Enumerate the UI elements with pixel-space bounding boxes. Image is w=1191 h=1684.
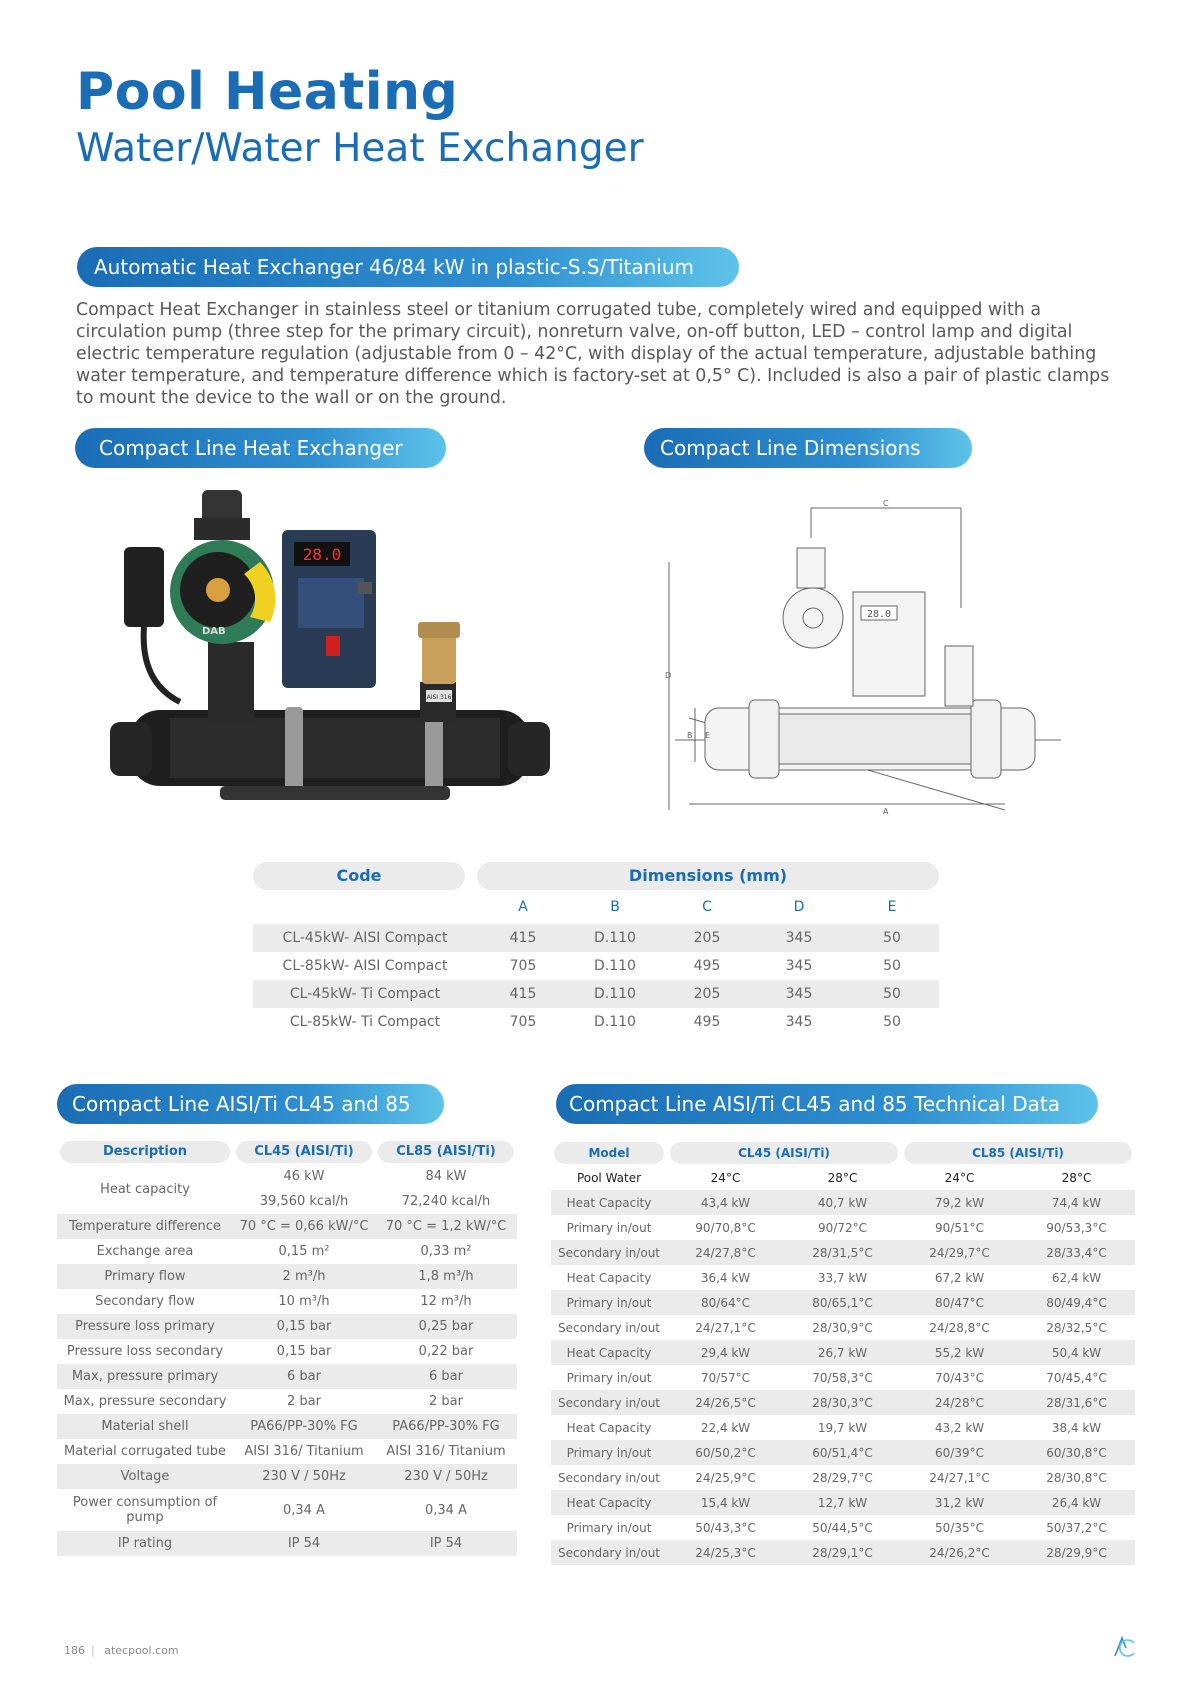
table-row bbox=[57, 1464, 517, 1489]
spec-value: AISI 316/ Titanium bbox=[244, 1444, 364, 1459]
tech-value: 62,4 kW bbox=[1051, 1270, 1102, 1285]
tech-value: 70/43°C bbox=[935, 1370, 984, 1385]
dim-value: 415 bbox=[477, 980, 569, 1008]
spec-label: Voltage bbox=[57, 1464, 233, 1489]
specifications-table bbox=[57, 1140, 517, 1556]
svg-text:DAB: DAB bbox=[202, 626, 226, 637]
dim-value: 345 bbox=[753, 924, 845, 952]
table-row bbox=[57, 1489, 517, 1531]
dim-letter: A bbox=[518, 899, 528, 915]
page-subtitle: Water/Water Heat Exchanger bbox=[76, 126, 644, 171]
tech-label: Secondary in/out bbox=[558, 1320, 660, 1335]
tech-value: 60/50,2°C bbox=[667, 1440, 784, 1465]
table-row bbox=[57, 1389, 517, 1414]
spec-value: 2 m³/h bbox=[233, 1264, 375, 1289]
tech-value: 80/64°C bbox=[667, 1290, 784, 1315]
spec-label: Material shell bbox=[57, 1414, 233, 1439]
page-title: Pool Heating bbox=[76, 62, 459, 122]
tech-value: 24/29,7°C bbox=[901, 1240, 1018, 1265]
spec-value: 1,8 m³/h bbox=[375, 1264, 517, 1289]
tech-value: 28/31,5°C bbox=[784, 1240, 901, 1265]
spec-value: 12 m³/h bbox=[420, 1294, 472, 1309]
spec-value: 0,34 A bbox=[425, 1502, 467, 1518]
table-row bbox=[253, 924, 939, 952]
tech-value: 50/37,2°C bbox=[1046, 1520, 1107, 1535]
table-row bbox=[57, 1439, 517, 1464]
table-row bbox=[57, 1264, 517, 1289]
dim-value: D.110 bbox=[569, 980, 661, 1008]
tech-value: 50/44,5°C bbox=[812, 1520, 873, 1535]
tech-value: 80/49,4°C bbox=[1018, 1290, 1135, 1315]
tech-value: 31,2 kW bbox=[901, 1490, 1018, 1515]
svg-text:E: E bbox=[705, 731, 711, 740]
table-row bbox=[551, 1290, 1135, 1315]
dim-value: 50 bbox=[883, 1014, 901, 1030]
spec-value: 39,560 kcal/h bbox=[259, 1194, 349, 1209]
tech-label: Pool Water bbox=[576, 1170, 642, 1185]
dim-letter: E bbox=[887, 899, 897, 915]
table-row bbox=[551, 1190, 1135, 1215]
tech-value: 24/27,1°C bbox=[929, 1470, 990, 1485]
dim-value: 205 bbox=[661, 980, 753, 1008]
section-dimensions-heading: Compact Line Dimensions bbox=[644, 428, 972, 468]
table-row bbox=[551, 1390, 1135, 1415]
model-header: Model bbox=[554, 1142, 664, 1164]
table-row bbox=[551, 1215, 1135, 1240]
dim-value: 495 bbox=[693, 1014, 721, 1030]
tech-value: 28/33,4°C bbox=[1018, 1240, 1135, 1265]
spec-label: Heat capacity bbox=[100, 1181, 190, 1197]
spec-label: Power consumption of pump bbox=[72, 1495, 218, 1525]
svg-text:AISI 316: AISI 316 bbox=[426, 694, 452, 701]
tech-label: Secondary in/out bbox=[558, 1470, 660, 1485]
tech-value: 22,4 kW bbox=[700, 1420, 751, 1435]
dim-code: CL-85kW- AISI Compact bbox=[282, 958, 448, 974]
tech-value: 43,2 kW bbox=[934, 1420, 985, 1435]
spec-value: 10 m³/h bbox=[278, 1294, 330, 1309]
table-row bbox=[57, 1289, 517, 1314]
dim-value: 345 bbox=[785, 958, 813, 974]
dim-value: 345 bbox=[753, 980, 845, 1008]
dim-value: D.110 bbox=[594, 958, 636, 974]
tech-value: 70/58,3°C bbox=[812, 1370, 873, 1385]
tech-label: Secondary in/out bbox=[551, 1390, 667, 1415]
spec-label: IP rating bbox=[57, 1531, 233, 1556]
tech-value: 24/28,8°C bbox=[929, 1320, 990, 1335]
spec-value: 0,33 m² bbox=[420, 1244, 472, 1259]
tech-label: Heat Capacity bbox=[551, 1490, 667, 1515]
svg-text:D: D bbox=[665, 671, 672, 680]
spec-value: 46 kW bbox=[283, 1169, 325, 1184]
brand-logo-icon bbox=[1112, 1634, 1138, 1660]
tech-value: 43,4 kW bbox=[667, 1190, 784, 1215]
tech-value: 40,7 kW bbox=[784, 1190, 901, 1215]
spec-label: Material corrugated tube bbox=[63, 1444, 227, 1459]
svg-text:28.0: 28.0 bbox=[302, 545, 342, 564]
tech-value: 28/29,9°C bbox=[1018, 1540, 1135, 1565]
dim-value: 705 bbox=[509, 958, 537, 974]
tech-value: 80/65,1°C bbox=[784, 1290, 901, 1315]
heat-exchanger-photo bbox=[110, 482, 550, 842]
tech-label: Heat Capacity bbox=[566, 1270, 652, 1285]
dim-value: 50 bbox=[845, 980, 939, 1008]
spec-value: 84 kW bbox=[425, 1169, 467, 1184]
spec-value: 230 V / 50Hz bbox=[375, 1464, 517, 1489]
spec-value: AISI 316/ Titanium bbox=[386, 1444, 506, 1459]
tech-value: 24/27,8°C bbox=[667, 1240, 784, 1265]
table-row bbox=[57, 1314, 517, 1339]
table-row bbox=[551, 1465, 1135, 1490]
tech-value: 28/30,8°C bbox=[1046, 1470, 1107, 1485]
table-row bbox=[551, 1240, 1135, 1265]
spec-value: 0,22 bar bbox=[418, 1344, 474, 1359]
dim-value: D.110 bbox=[594, 1014, 636, 1030]
table-row bbox=[551, 1365, 1135, 1390]
spec-value: 0,15 bar bbox=[233, 1314, 375, 1339]
cl85-header: CL85 (AISI/Ti) bbox=[904, 1142, 1132, 1164]
dim-code: CL-45kW- Ti Compact bbox=[253, 980, 477, 1008]
table-row bbox=[551, 1515, 1135, 1540]
table-row bbox=[57, 1339, 517, 1364]
tech-label: Heat Capacity bbox=[566, 1420, 652, 1435]
table-row bbox=[57, 1214, 517, 1239]
spec-value: 230 V / 50Hz bbox=[233, 1464, 375, 1489]
tech-value: 74,4 kW bbox=[1018, 1190, 1135, 1215]
tech-value: 24/26,2°C bbox=[901, 1540, 1018, 1565]
cl45-header: CL45 (AISI/Ti) bbox=[236, 1141, 372, 1163]
spec-label: Pressure loss secondary bbox=[66, 1344, 224, 1359]
dimensions-header: Dimensions (mm) bbox=[477, 862, 939, 890]
spec-value: 0,25 bar bbox=[375, 1314, 517, 1339]
table-row bbox=[253, 980, 939, 1008]
dim-value: D.110 bbox=[569, 924, 661, 952]
spec-value: 0,34 A bbox=[283, 1502, 325, 1518]
brass-valve bbox=[422, 634, 456, 684]
intro-description: Compact Heat Exchanger in stainless steel or titanium corrugated tube, completely wired and equipped with a circulation pump (three step for the primary circuit), nonreturn valve, on-off button, LED – control lamp and digital electric temperature regulation (adjustable from 0 – 42°C, with display of the actual temperature, adjustable bathing water temperature, and temperature difference which is factory-set at 0,5° C). Included is also a pair of plastic clamps to mount the device to the wall or on the ground. bbox=[76, 300, 1110, 408]
dim-code: CL-85kW- Ti Compact bbox=[289, 1014, 441, 1030]
tech-value: 12,7 kW bbox=[784, 1490, 901, 1515]
tech-value: 24/25,3°C bbox=[667, 1540, 784, 1565]
spec-value: 2 bar bbox=[287, 1394, 321, 1409]
table-row bbox=[551, 1315, 1135, 1340]
spec-value: 0,15 m² bbox=[278, 1244, 330, 1259]
spec-value: PA66/PP-30% FG bbox=[375, 1414, 517, 1439]
tech-value: 28/29,7°C bbox=[812, 1470, 873, 1485]
section-specs-heading: Compact Line AISI/Ti CL45 and 85 bbox=[57, 1084, 444, 1124]
tech-label: Primary in/out bbox=[566, 1220, 652, 1235]
spec-label: Primary flow bbox=[57, 1264, 233, 1289]
spec-label: Max, pressure primary bbox=[57, 1364, 233, 1389]
dimensions-drawing bbox=[665, 498, 1069, 818]
tech-value: 24°C bbox=[944, 1170, 975, 1185]
tech-value: 26,7 kW bbox=[784, 1340, 901, 1365]
page-number: 186 bbox=[64, 1644, 85, 1657]
tech-label: Heat Capacity bbox=[551, 1190, 667, 1215]
tech-value: 60/39°C bbox=[901, 1440, 1018, 1465]
intro-heading: Automatic Heat Exchanger 46/84 kW in plastic-S.S/Titanium bbox=[77, 247, 739, 287]
tech-value: 28/30,9°C bbox=[812, 1320, 873, 1335]
spec-label: Exchange area bbox=[96, 1244, 194, 1259]
spec-value: 72,240 kcal/h bbox=[401, 1194, 491, 1209]
table-row bbox=[551, 1265, 1135, 1290]
dim-value: 50 bbox=[845, 924, 939, 952]
spec-label: Temperature difference bbox=[57, 1214, 233, 1239]
table-row bbox=[551, 1340, 1135, 1365]
table-row bbox=[551, 1540, 1135, 1565]
table-row bbox=[57, 1239, 517, 1264]
tech-value: 90/51°C bbox=[935, 1220, 984, 1235]
cl85-header: CL85 (AISI/Ti) bbox=[378, 1141, 514, 1163]
tech-label: Primary in/out bbox=[566, 1520, 652, 1535]
tech-value: 50/43,3°C bbox=[695, 1520, 756, 1535]
table-row bbox=[253, 952, 939, 980]
power-switch bbox=[326, 636, 340, 656]
tech-value: 50,4 kW bbox=[1018, 1340, 1135, 1365]
dim-letter: B bbox=[610, 899, 620, 915]
tech-value: 24/28°C bbox=[901, 1390, 1018, 1415]
tech-value: 28°C bbox=[827, 1170, 858, 1185]
tech-value: 26,4 kW bbox=[1018, 1490, 1135, 1515]
spec-label: Secondary flow bbox=[95, 1294, 195, 1309]
tech-value: 28/30,3°C bbox=[784, 1390, 901, 1415]
spec-label: Max, pressure secondary bbox=[63, 1394, 227, 1409]
tech-value: 33,7 kW bbox=[817, 1270, 868, 1285]
table-row bbox=[551, 1165, 1135, 1190]
tech-value: 60/51,4°C bbox=[784, 1440, 901, 1465]
tech-value: 79,2 kW bbox=[901, 1190, 1018, 1215]
tech-value: 24/27,1°C bbox=[695, 1320, 756, 1335]
code-header: Code bbox=[253, 862, 465, 890]
table-row bbox=[57, 1414, 517, 1439]
dim-value: 705 bbox=[509, 1014, 537, 1030]
tech-value: 70/57°C bbox=[701, 1370, 750, 1385]
dim-value: 50 bbox=[883, 958, 901, 974]
dim-letter: D bbox=[793, 899, 805, 915]
tech-value: 67,2 kW bbox=[934, 1270, 985, 1285]
svg-text:C: C bbox=[883, 499, 889, 508]
spec-value: 2 bar bbox=[429, 1394, 463, 1409]
tech-value: 28/32,5°C bbox=[1046, 1320, 1107, 1335]
tech-value: 24°C bbox=[710, 1170, 741, 1185]
table-row bbox=[551, 1415, 1135, 1440]
spec-label: Pressure loss primary bbox=[57, 1314, 233, 1339]
spec-value: PA66/PP-30% FG bbox=[233, 1414, 375, 1439]
tech-value: 28/29,1°C bbox=[784, 1540, 901, 1565]
spec-value: 6 bar bbox=[375, 1364, 517, 1389]
dim-value: 495 bbox=[693, 958, 721, 974]
table-row bbox=[57, 1364, 517, 1389]
tech-value: 28°C bbox=[1061, 1170, 1092, 1185]
technical-data-table bbox=[551, 1140, 1135, 1565]
table-row bbox=[551, 1490, 1135, 1515]
tech-value: 19,7 kW bbox=[817, 1420, 868, 1435]
table-row bbox=[253, 1008, 939, 1036]
tech-value: 70/45,4°C bbox=[1046, 1370, 1107, 1385]
website-link[interactable]: atecpool.com bbox=[104, 1644, 179, 1657]
tech-value: 28/31,6°C bbox=[1018, 1390, 1135, 1415]
dimensions-table bbox=[253, 862, 939, 1036]
tech-value: 60/30,8°C bbox=[1018, 1440, 1135, 1465]
section-product-heading: Compact Line Heat Exchanger bbox=[75, 428, 446, 468]
tech-label: Secondary in/out bbox=[551, 1240, 667, 1265]
tech-label: Primary in/out bbox=[566, 1370, 652, 1385]
spec-value: 6 bar bbox=[233, 1364, 375, 1389]
description-header: Description bbox=[60, 1141, 230, 1163]
tech-value: 80/47°C bbox=[901, 1290, 1018, 1315]
dim-value: 345 bbox=[785, 1014, 813, 1030]
tech-value: 90/53,3°C bbox=[1046, 1220, 1107, 1235]
tech-label: Secondary in/out bbox=[551, 1540, 667, 1565]
table-row bbox=[57, 1531, 517, 1556]
svg-text:B: B bbox=[687, 731, 693, 740]
tech-value: 15,4 kW bbox=[667, 1490, 784, 1515]
page-footer: 186 | atecpool.com bbox=[64, 1644, 179, 1657]
clamp-left bbox=[285, 707, 303, 792]
tech-value: 24/26,5°C bbox=[667, 1390, 784, 1415]
tech-value: 38,4 kW bbox=[1051, 1420, 1102, 1435]
tech-value: 90/72°C bbox=[818, 1220, 867, 1235]
tech-value: 90/70,8°C bbox=[695, 1220, 756, 1235]
spec-value: IP 54 bbox=[375, 1531, 517, 1556]
dim-value: 205 bbox=[661, 924, 753, 952]
spec-value: 70 °C = 1,2 kW/°C bbox=[375, 1214, 517, 1239]
tech-value: 24/25,9°C bbox=[695, 1470, 756, 1485]
spec-value: IP 54 bbox=[233, 1531, 375, 1556]
tech-label: Primary in/out bbox=[551, 1290, 667, 1315]
dim-value: 415 bbox=[477, 924, 569, 952]
svg-text:A: A bbox=[883, 807, 889, 816]
dim-letter: C bbox=[702, 899, 712, 915]
tech-value: 50/35°C bbox=[935, 1520, 984, 1535]
tech-label: Heat Capacity bbox=[551, 1340, 667, 1365]
section-technical-heading: Compact Line AISI/Ti CL45 and 85 Technical Data bbox=[556, 1084, 1098, 1124]
svg-text:28.0: 28.0 bbox=[866, 609, 892, 620]
table-row bbox=[57, 1164, 517, 1189]
tech-value: 29,4 kW bbox=[667, 1340, 784, 1365]
cl45-header: CL45 (AISI/Ti) bbox=[670, 1142, 898, 1164]
spec-value: 70 °C = 0,66 kW/°C bbox=[233, 1214, 375, 1239]
dim-code: CL-45kW- AISI Compact bbox=[253, 924, 477, 952]
tech-label: Primary in/out bbox=[551, 1440, 667, 1465]
tech-value: 36,4 kW bbox=[700, 1270, 751, 1285]
spec-value: 0,15 bar bbox=[276, 1344, 332, 1359]
tech-value: 55,2 kW bbox=[901, 1340, 1018, 1365]
table-row bbox=[551, 1440, 1135, 1465]
